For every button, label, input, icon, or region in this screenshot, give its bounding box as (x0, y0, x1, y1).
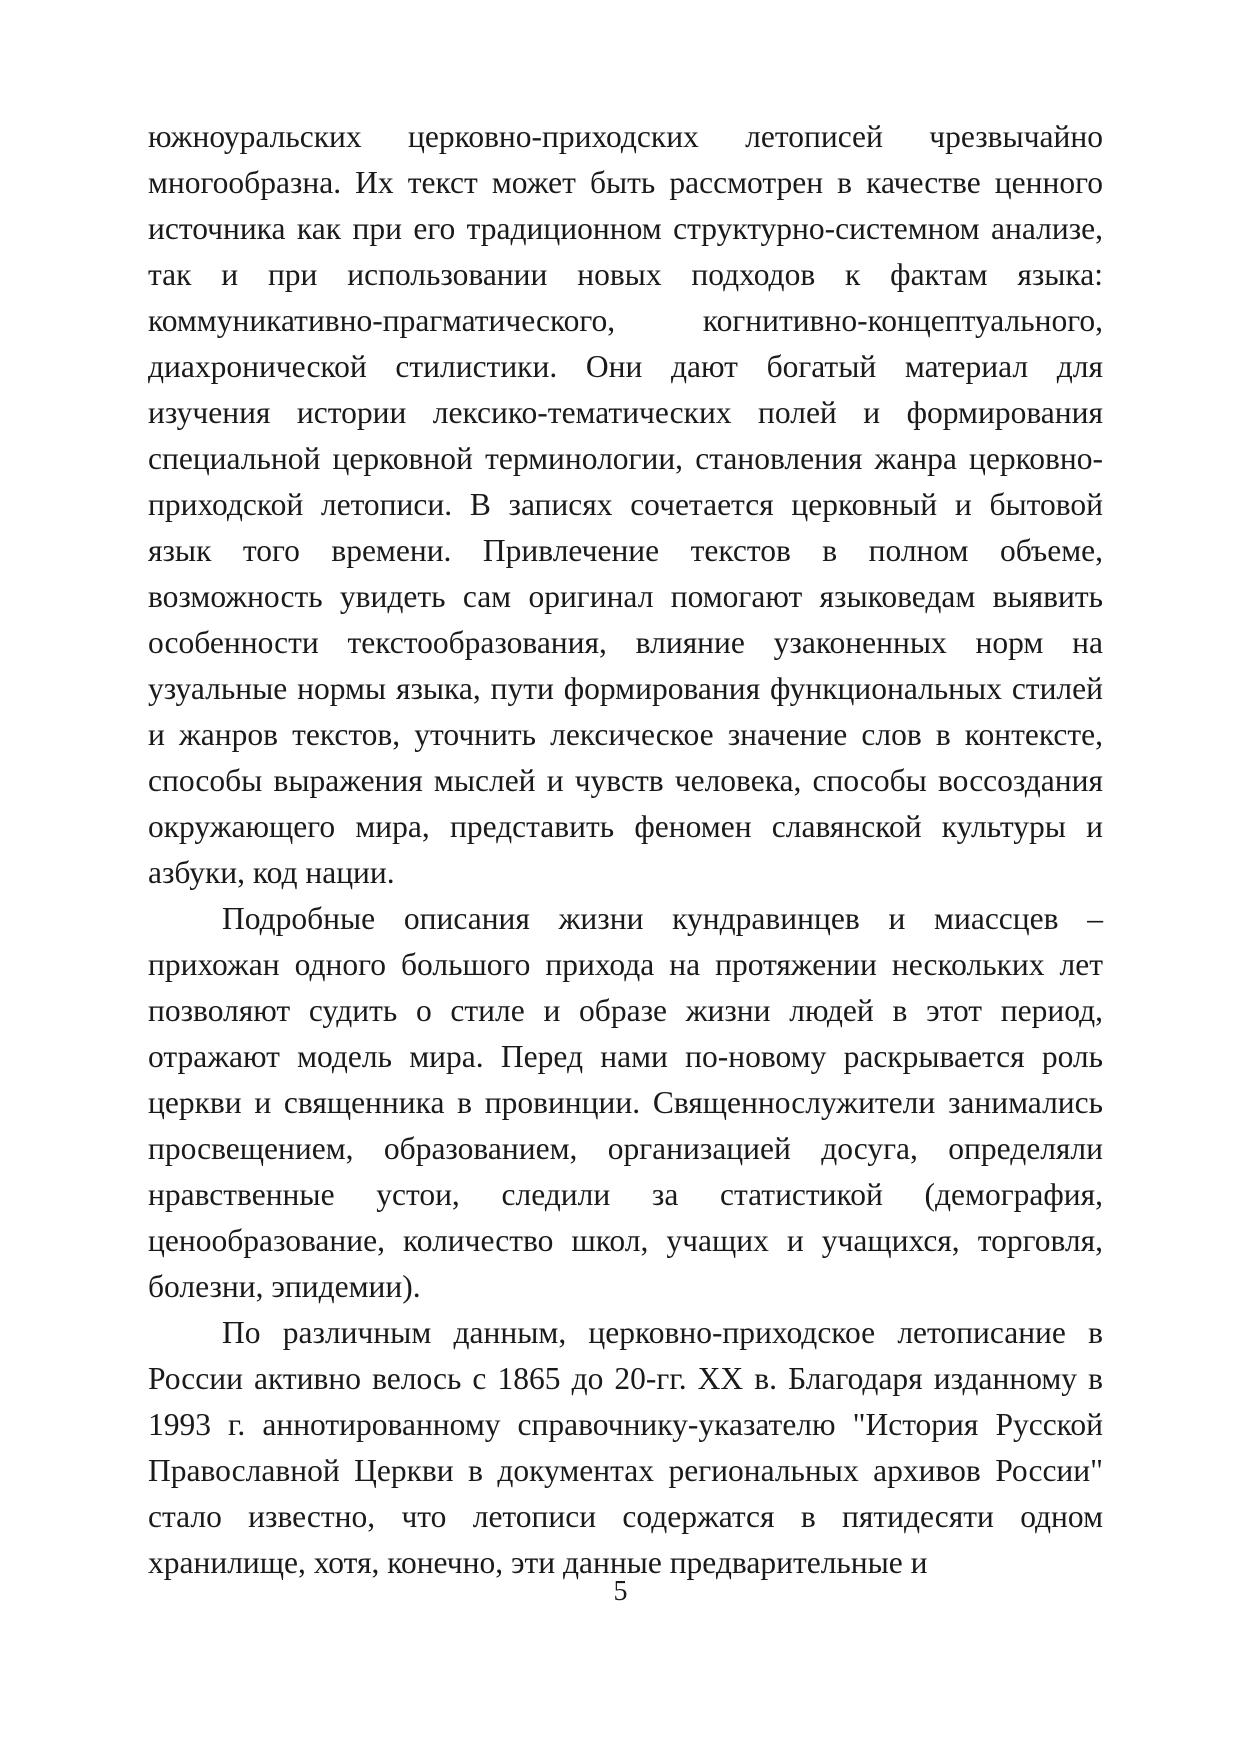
paragraph-1: южноуральских церковно-приходских летописей чрезвычайно многообразна. Их текст может быть рассмотрен в качестве ценного источника как при его традиционном структурно-системном анализе, так и при использовании новых подходов к фактам языка: коммуникативно-прагматического, когнитивно-концептуального, диахронической стилистики. Они дают богатый материал для изучения истории лексико-тематических полей и формирования специальной церковной терминологии, становления жанра церковно-приходской летописи. В записях сочетается церковный и бытовой язык того времени. Привлечение текстов в полном объеме, возможность увидеть сам оригинал помогают языковедам выявить особенности текстообразования, влияние узаконенных норм на узуальные нормы языка, пути формирования функциональных стилей и жанров текстов, уточнить лексическое значение слов в контексте, способы выражения мыслей и чувств человека, способы воссоздания окружающего мира, представить феномен славянской культуры и азбуки, код нации. (148, 119, 1103, 890)
body-text (148, 114, 1103, 1586)
paragraph-2: Подробные описания жизни кундравинцев и миассцев – прихожан одного большого прихода на протяжении нескольких лет позволяют судить о стиле и образе жизни людей в этот период, отражают модель мира. Перед нами по-новому раскрывается роль церкви и священника в провинции. Священнослужители занимались просвещением, образованием, организацией досуга, определяли нравственные устои, следили за статистикой (демография, ценообразование, количество школ, учащих и учащихся, торговля, болезни, эпидемии). (148, 901, 1103, 1304)
paragraph-3: По различным данным, церковно-приходское летописание в России активно велось с 1865 до 20-гг. XX в. Благодаря изданному в 1993 г. аннотированному справочнику-указателю "История Русской Православной Церкви в документах региональных архивов России" стало известно, что летописи содержатся в пятидесяти одном хранилище, хотя, конечно, эти данные предварительные и (148, 1315, 1103, 1580)
page-number: 5 (613, 1576, 628, 1607)
